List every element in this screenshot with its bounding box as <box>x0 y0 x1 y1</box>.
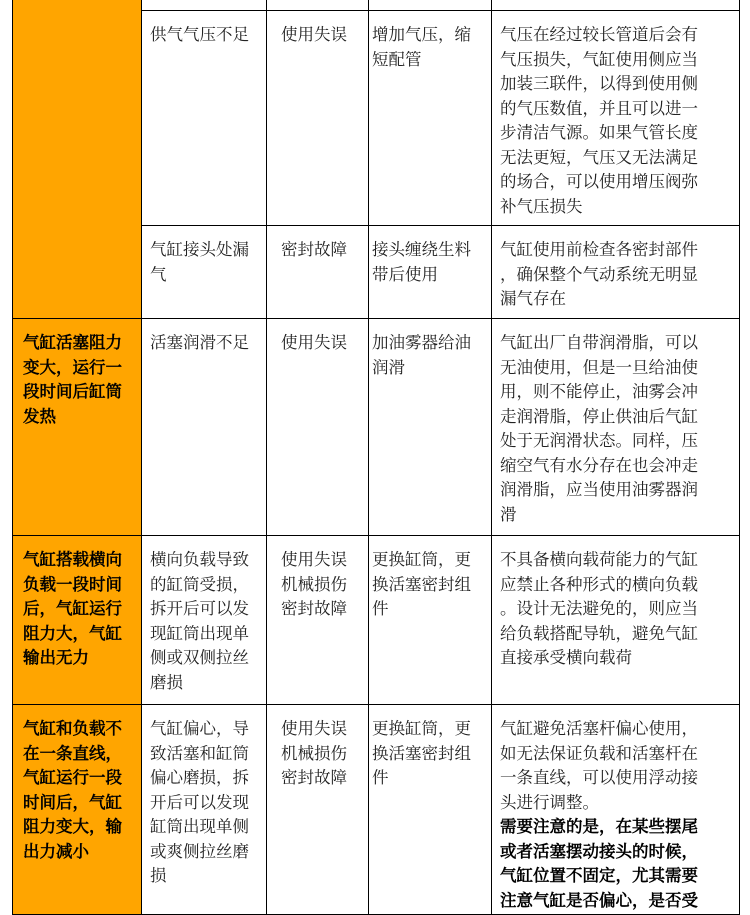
type-cell <box>267 226 369 319</box>
problem-cell <box>13 705 142 915</box>
problem-text-line: 气缸搭载横向 <box>23 550 122 569</box>
cause-cell <box>142 536 267 705</box>
note-text-line: 走润滑脂，停止供油后气缸 <box>500 406 698 426</box>
note-text-line: 注意气缸是否偏心，是否受 <box>500 890 698 910</box>
note-cell <box>492 226 740 319</box>
problem-cell <box>13 0 142 319</box>
note-text-line: 的场合，可以使用增压阀弥 <box>500 172 698 191</box>
cause-text-line: 气缸接头处漏 <box>150 240 249 259</box>
problem-text-line: 变大，运行一 <box>23 357 122 377</box>
note-text-line: 需要注意的是，在某些摆尾 <box>500 817 698 836</box>
type-text-line: 使用失误 <box>281 333 347 352</box>
cause-text-line: 供气气压不足 <box>150 25 249 44</box>
type-text-line: 使用失误 <box>281 25 347 44</box>
type-cell <box>267 319 369 536</box>
problem-text-line: 段时间后缸筒 <box>23 382 122 401</box>
note-text-line: 处于无润滑状态。同样，压 <box>500 431 698 450</box>
note-text-line: 直接承受横向载荷 <box>500 648 632 667</box>
problem-cell <box>13 536 142 705</box>
cause-text-line: 开后可以发现 <box>150 792 249 812</box>
note-text-line: 用，则不能停止，油雾会冲 <box>500 382 698 401</box>
problem-text-line: 出力减小 <box>23 841 89 861</box>
type-cell <box>267 11 369 226</box>
problem-text-line: 气缸运行一段 <box>23 768 122 787</box>
note-text-line: 漏气存在 <box>500 289 566 308</box>
solution-text-line: 加油雾器给油 <box>372 333 471 352</box>
cause-text-line: 现缸筒出现单 <box>150 623 249 643</box>
cause-text-line: 的缸筒受损， <box>150 574 249 594</box>
type-text-line: 机械损伤 <box>281 743 347 763</box>
table-row <box>13 536 740 705</box>
cause-text-line: 横向负载导致 <box>150 550 249 569</box>
note-text-line: 。设计无法避免的，则应当 <box>500 599 698 618</box>
type-text-line: 机械损伤 <box>281 574 347 594</box>
note-cell <box>492 536 740 705</box>
problem-text-line: 在一条直线， <box>23 743 122 763</box>
solution-text-line: 更换缸筒，更 <box>372 719 471 738</box>
type-text-line: 使用失误 <box>281 719 347 738</box>
note-text-line: 气缸位置不固定，尤其需要 <box>500 866 698 885</box>
problem-text-line: 阻力变大，输 <box>23 817 122 836</box>
cause-text-line: 拆开后可以发 <box>150 599 249 618</box>
cause-cell <box>142 226 267 319</box>
cause-text-line: 缸筒出现单侧 <box>150 817 249 836</box>
cause-text-line: 磨损 <box>150 672 183 692</box>
note-cell <box>492 705 740 915</box>
note-cell <box>492 0 740 11</box>
solution-text-line: 件 <box>372 599 389 618</box>
note-text-line: 的气压数值，并且可以进一 <box>500 98 698 118</box>
note-text-line: 加装三联件，以得到使用侧 <box>500 74 698 93</box>
note-text-line: 不具备横向载荷能力的气缸 <box>500 550 698 569</box>
note-text-line: 或者活塞摆动接头的时候， <box>500 841 698 861</box>
problem-text-line: 阻力大，气缸 <box>23 623 122 643</box>
solution-cell <box>369 11 492 226</box>
solution-cell <box>369 319 492 536</box>
note-text-line: 步清洁气源。如果气管长度 <box>500 123 698 142</box>
solution-cell <box>369 705 492 915</box>
note-text-line: 润滑脂，应当使用油雾器润 <box>500 480 698 499</box>
type-cell <box>267 0 369 11</box>
cause-cell <box>142 11 267 226</box>
note-text-line: 如无法保证负载和活塞杆在 <box>500 743 698 763</box>
note-text-line: 气缸避免活塞杆偏心使用， <box>500 719 698 738</box>
type-text-line: 使用失误 <box>281 550 347 569</box>
type-cell <box>267 705 369 915</box>
solution-text-line: 件 <box>372 768 389 787</box>
note-text-line: ，确保整个气动系统无明显 <box>500 264 698 284</box>
cause-text-line: 或爽侧拉丝磨 <box>150 841 249 861</box>
solution-text-line: 接头缠绕生料 <box>372 240 471 259</box>
solution-cell <box>369 0 492 11</box>
solution-text-line: 换活塞密封组 <box>372 743 471 763</box>
cause-cell <box>142 319 267 536</box>
note-cell <box>492 319 740 536</box>
cause-text-line: 侧或双侧拉丝 <box>150 648 249 667</box>
problem-text-line: 输出无力 <box>23 648 89 667</box>
troubleshooting-table <box>12 0 740 915</box>
note-text-line: 一条直线，可以使用浮动接 <box>500 768 698 787</box>
cause-cell <box>142 705 267 915</box>
table-row <box>13 319 740 536</box>
note-text-line: 气压在经过较长管道后会有 <box>500 25 698 44</box>
table-row <box>13 705 740 915</box>
problem-text-line: 后，气缸运行 <box>23 599 122 618</box>
note-text-line: 缩空气有水分存在也会冲走 <box>500 455 698 475</box>
note-cell <box>492 11 740 226</box>
cause-text-line: 气缸偏心，导 <box>150 719 249 738</box>
solution-text-line: 换活塞密封组 <box>372 574 471 594</box>
problem-text-line: 负载一段时间 <box>23 574 122 594</box>
note-text-line: 无油使用，但是一旦给油使 <box>500 357 698 377</box>
note-text-line: 给负载搭配导轨，避免气缸 <box>500 623 698 643</box>
type-cell <box>267 536 369 705</box>
solution-text-line: 更换缸筒，更 <box>372 550 471 569</box>
note-text-line: 无法更短，气压又无法满足 <box>500 147 698 167</box>
cause-text-line: 偏心磨损，拆 <box>150 768 249 787</box>
table-row <box>13 0 740 11</box>
cause-text-line: 致活塞和缸筒 <box>150 743 249 763</box>
type-text-line: 密封故障 <box>281 240 347 259</box>
solution-cell <box>369 226 492 319</box>
problem-text-line: 气缸活塞阻力 <box>23 333 122 352</box>
solution-cell <box>369 536 492 705</box>
type-text-line: 密封故障 <box>281 599 347 618</box>
solution-text-line: 润滑 <box>372 357 405 377</box>
type-text-line: 密封故障 <box>281 768 347 787</box>
cause-text-line: 损 <box>150 866 167 885</box>
note-text-line: 气缸使用前检查各密封部件 <box>500 240 698 259</box>
problem-text-line: 时间后，气缸 <box>23 792 122 812</box>
solution-text-line: 增加气压，缩 <box>372 25 471 44</box>
problem-text-line: 发热 <box>23 406 56 426</box>
note-text-line: 补气压损失 <box>500 196 583 216</box>
problem-text-line: 气缸和负载不 <box>23 719 122 738</box>
note-text-line: 气缸出厂自带润滑脂，可以 <box>500 333 698 352</box>
note-text-line: 应禁止各种形式的横向负载 <box>500 574 698 594</box>
cause-text-line: 气 <box>150 264 167 284</box>
note-text-line: 气压损失，气缸使用侧应当 <box>500 49 698 69</box>
problem-cell <box>13 319 142 536</box>
cause-cell <box>142 0 267 11</box>
note-text-line: 头进行调整。 <box>500 792 599 812</box>
note-text-line: 滑 <box>500 504 517 524</box>
solution-text-line: 带后使用 <box>372 264 438 284</box>
cause-text-line: 活塞润滑不足 <box>150 333 249 352</box>
solution-text-line: 短配管 <box>372 49 422 69</box>
